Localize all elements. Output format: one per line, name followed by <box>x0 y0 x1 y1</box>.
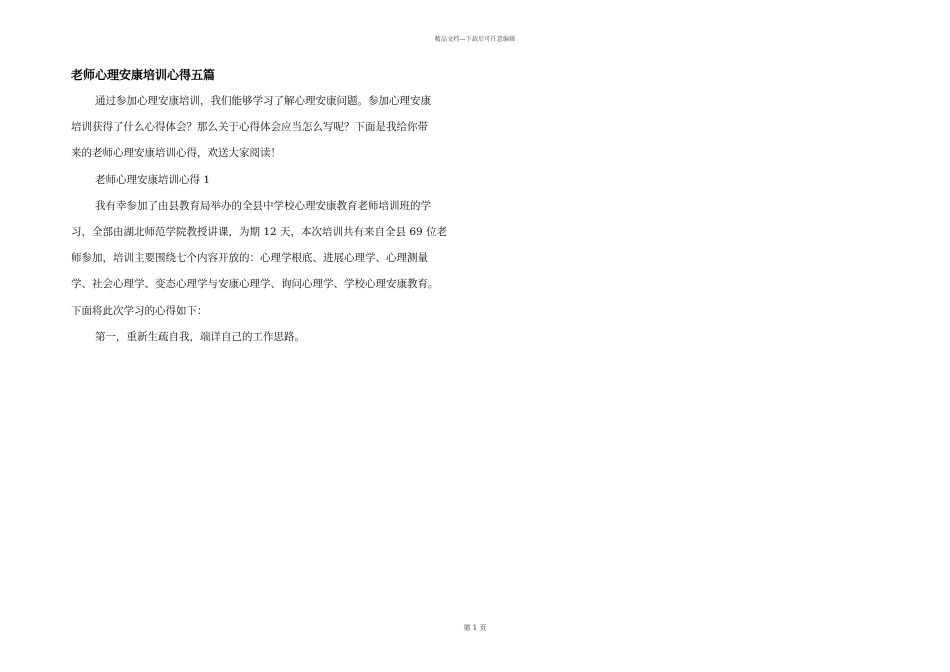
body-line: 下面将此次学习的心得如下： <box>71 304 208 317</box>
point-line: 第一，重新生疏自我，端详自己的工作思路。 <box>95 330 305 343</box>
intro-line: 培训获得了什么心得体会？那么关于心得体会应当怎么写呢？下面是我给你带 <box>71 121 428 134</box>
document-title: 老师心理安康培训心得五篇 <box>71 68 216 82</box>
intro-paragraph <box>71 88 471 167</box>
body-line: 我有幸参加了由县教育局举办的全县中学校心理安康教育老师培训班的学 <box>95 199 431 212</box>
body-line: 师参加，培训主要围绕七个内容开放的：心理学根底、进展心理学、心理测量 <box>71 252 428 265</box>
section-heading: 老师心理安康培训心得 1 <box>95 173 211 186</box>
intro-line: 来的老师心理安康培训心得，欢送大家阅读！ <box>71 147 281 160</box>
body-line: 学、社会心理学、变态心理学与安康心理学、询问心理学、学校心理安康教育。 <box>71 278 439 291</box>
body-paragraph <box>71 193 471 324</box>
page-header: 精品文档—下载后可任意编辑 <box>434 36 516 43</box>
body-line: 习，全部由湖北师范学院教授讲课，为期 12 天，本次培训共有来自全县 69 位老 <box>71 226 448 239</box>
page-number: 第 1 页 <box>463 624 487 632</box>
document-body <box>71 66 471 350</box>
intro-line: 通过参加心理安康培训，我们能够学习了解心理安康问题。参加心理安康 <box>95 95 431 107</box>
